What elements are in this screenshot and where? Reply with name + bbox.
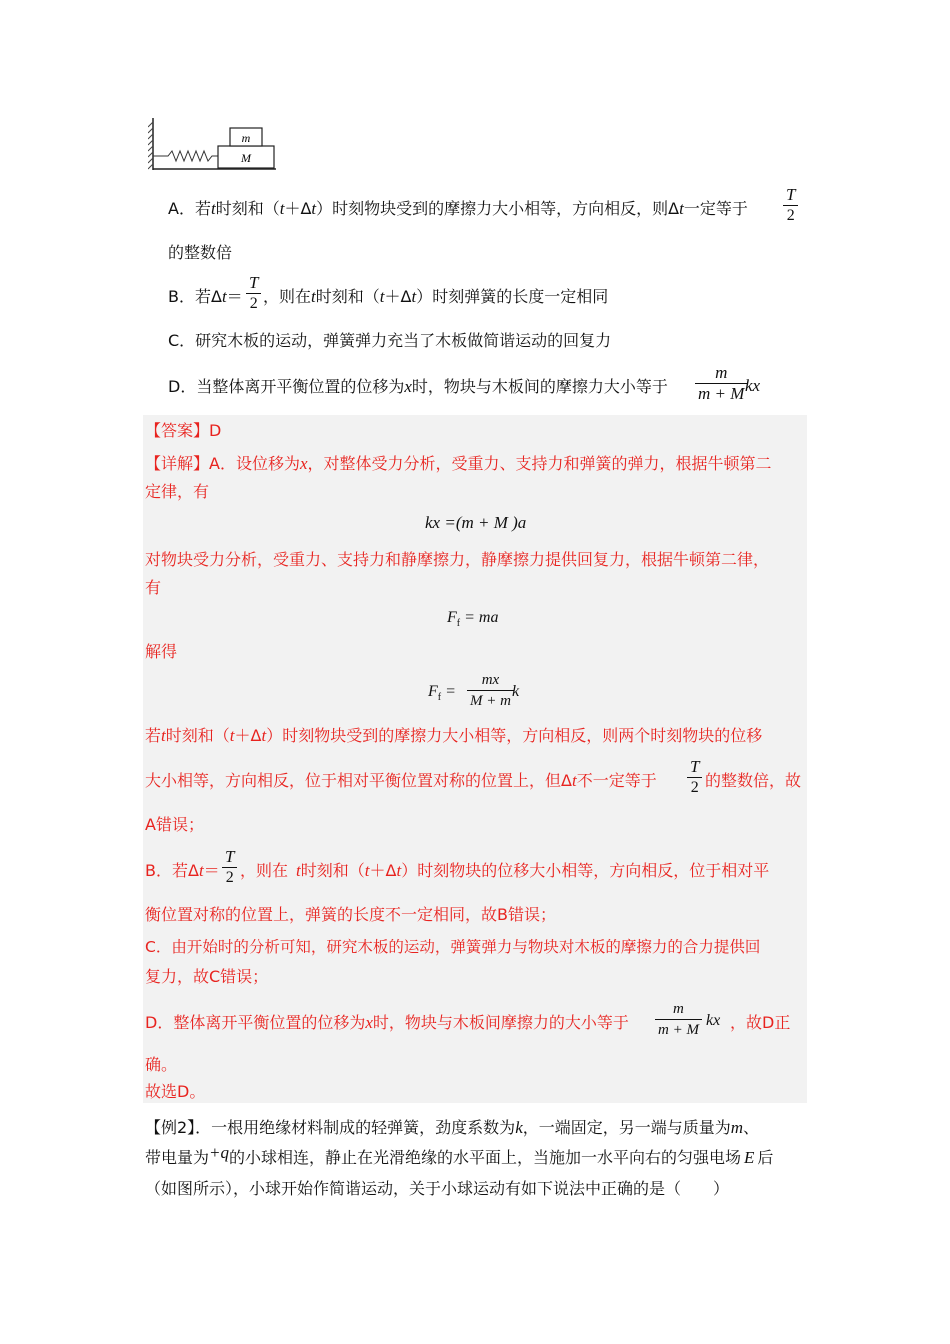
spring <box>153 151 218 161</box>
detail-4: 有 <box>145 578 162 597</box>
option-b-fraction: $\frac{T}{2}$ <box>246 273 261 314</box>
example-2-line-3: （如图所示），小球开始作简谐运动，关于小球运动有如下说法中正确的是（ ） <box>145 1179 730 1198</box>
detail-8: A错误； <box>145 815 204 834</box>
detail-14: 确。 <box>145 1055 178 1074</box>
equation-3-k: k <box>512 683 520 700</box>
option-a-line2: 的整数倍 <box>168 243 233 262</box>
equation-2: $F_f$ = ma <box>447 609 499 630</box>
option-b-rest: ，则在t时刻和（t＋Δt）时刻弹簧的长度一定相同 <box>263 287 609 306</box>
equation-1: kx =(m + M )a <box>425 513 527 532</box>
detail-7-fraction: $\frac{T}{2}$ <box>687 757 702 798</box>
example-2-line-2: 带电量为+q的小球相连，静止在光滑绝缘的水平面上，当施加一水平向右的匀强电场 E 后 <box>145 1143 774 1167</box>
upper-block-label: m <box>241 131 251 145</box>
detail-12: 复力，故C错误； <box>145 967 269 986</box>
detail-11: C．由开始时的分析可知，研究木板的运动，弹簧弹力与物块对木板的摩擦力的合力提供回 <box>145 938 761 956</box>
detail-13-kx: kx <box>706 1012 721 1029</box>
answer-line: 【答案】D <box>145 421 222 440</box>
example-2-line-1: 【例2】．一根用绝缘材料制成的轻弹簧，劲度系数为k，一端固定，另一端与质量为m、 <box>145 1118 760 1137</box>
detail-7-end: 的整数倍，故 <box>705 771 802 790</box>
detail-9: B．若Δt＝ <box>145 861 220 880</box>
option-d: D．当整体离开平衡位置的位移为x时，物块与木板间的摩擦力大小等于 <box>168 377 668 396</box>
detail-15: 故选D。 <box>145 1082 206 1101</box>
detail-5: 解得 <box>145 642 178 661</box>
lower-block-label: M <box>241 151 251 165</box>
detail-13: D．整体离开平衡位置的位移为x时，物块与木板间摩擦力的大小等于 <box>145 1013 629 1032</box>
option-c: C．研究木板的运动，弹簧弹力充当了木板做简谐运动的回复力 <box>168 331 612 350</box>
detail-13-fraction: $\frac{m}{m + M}$ <box>655 999 702 1040</box>
detail-3: 对物块受力分析，受重力、支持力和静摩擦力，静摩擦力提供回复力，根据牛顿第二律， <box>145 550 770 569</box>
detail-9-fraction: $\frac{T}{2}$ <box>222 847 237 888</box>
detail-13-end: ，故D正 <box>730 1013 791 1032</box>
detail-10: 衡位置对称的位置上，弹簧的长度不一定相同，故B错误； <box>145 905 556 924</box>
option-d-fraction: $\frac{m}{m + M}$ <box>695 363 747 404</box>
equation-3-lhs: $F_f$ = <box>428 683 456 704</box>
detail-9-rest: ，则在 t时刻和（t＋Δt）时刻物块的位移大小相等，方向相反，位于相对平 <box>240 861 770 880</box>
detail-7: 大小相等，方向相反，位于相对平衡位置对称的位置上，但Δt不一定等于 <box>145 771 657 790</box>
option-d-kx: kx <box>745 376 761 395</box>
option-a: A．若t时刻和（t＋Δt）时刻物块受到的摩擦力大小相等，方向相反，则Δt一定等于 <box>168 199 748 218</box>
spring-block-figure <box>148 118 280 174</box>
option-b: B．若Δt＝ <box>168 287 243 306</box>
detail-2: 定律，有 <box>145 482 210 501</box>
option-a-fraction: $\frac{T}{2}$ <box>783 185 798 226</box>
detail-1: 【详解】A．设位移为x，对整体受力分析，受重力、支持力和弹簧的弹力，根据牛顿第二 <box>145 454 772 473</box>
detail-6: 若t时刻和（t＋Δt）时刻物块受到的摩擦力大小相等，方向相反，则两个时刻物块的位移 <box>145 726 763 745</box>
equation-3-fraction: $\frac{mx}{M + m}$ <box>467 670 514 711</box>
